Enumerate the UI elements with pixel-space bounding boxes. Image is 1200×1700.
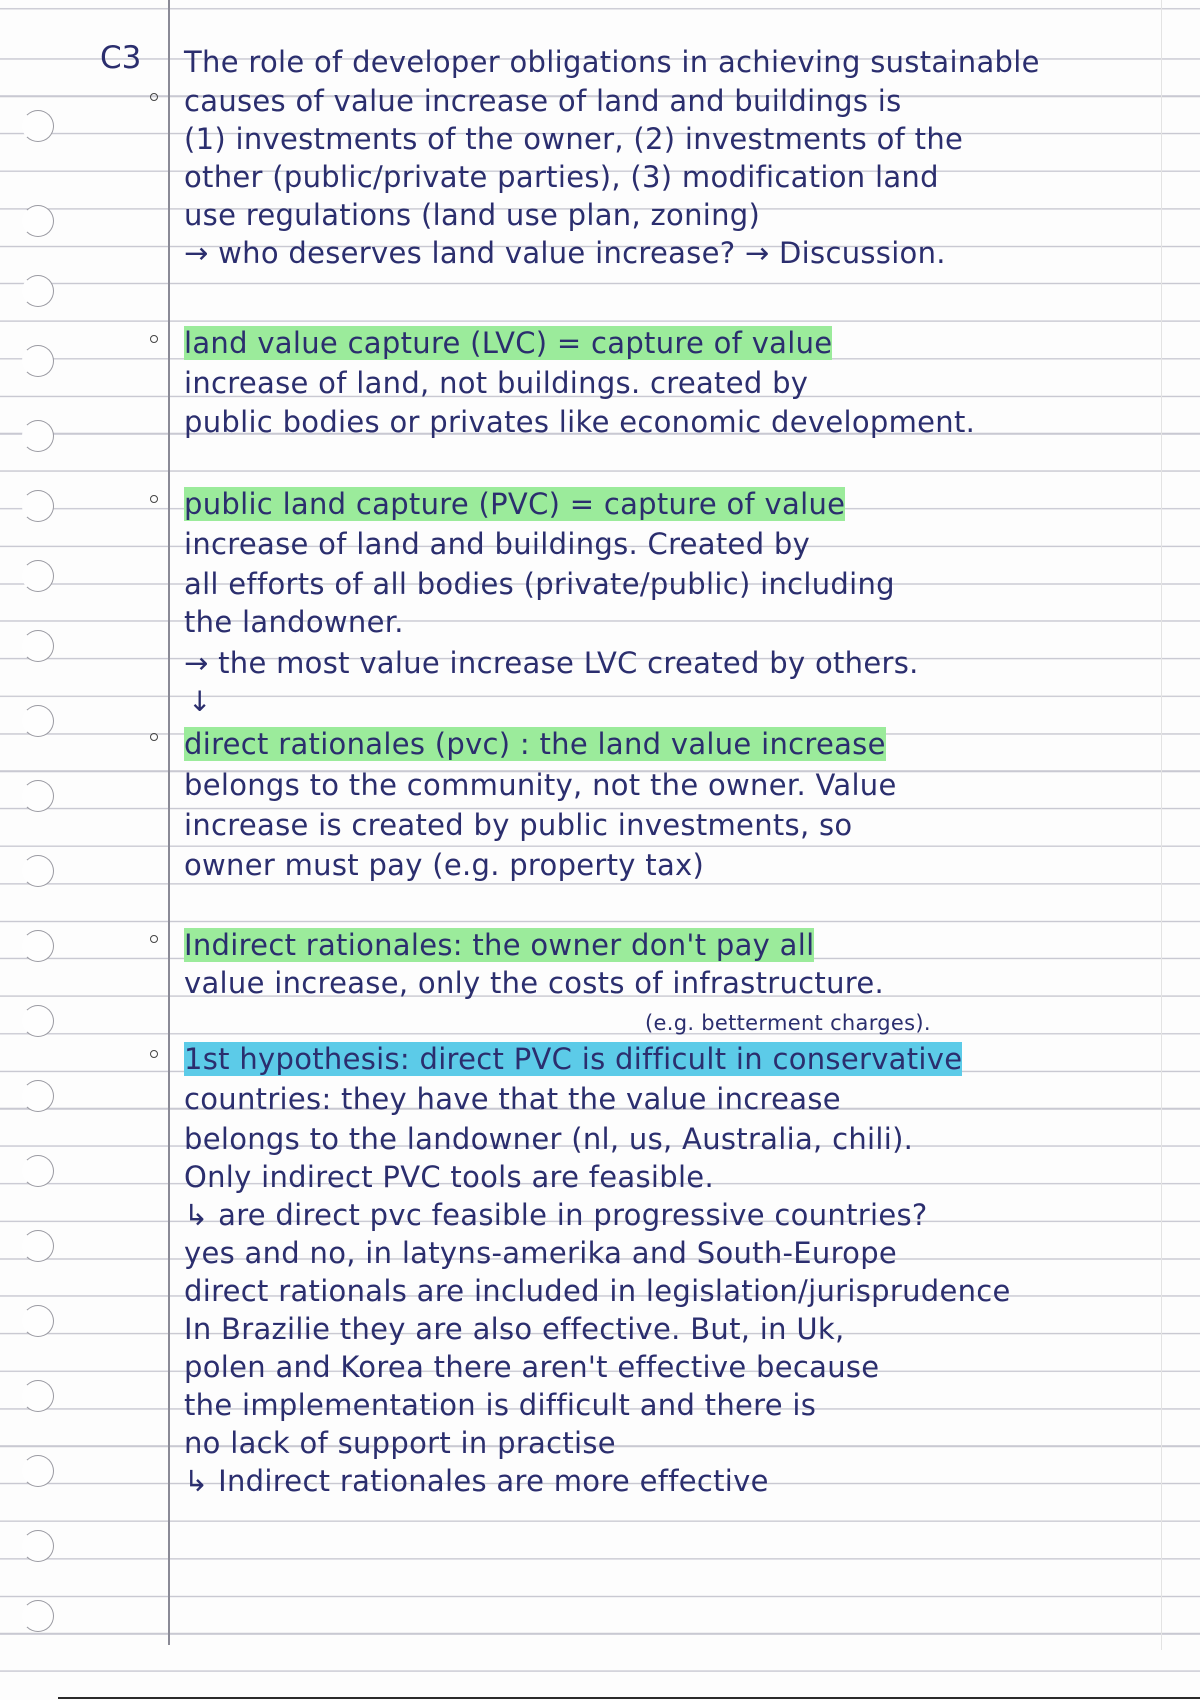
note-line: public bodies or privates like economic development. <box>184 405 976 439</box>
binder-hole <box>22 345 54 377</box>
binder-hole <box>22 1005 54 1037</box>
note-line: the implementation is difficult and there is <box>184 1388 817 1422</box>
binder-hole <box>22 1380 54 1412</box>
page-edge <box>1161 0 1162 1650</box>
bottom-rule <box>58 1697 1200 1699</box>
binder-hole <box>22 705 54 737</box>
binder-hole <box>22 855 54 887</box>
bullet-point <box>150 935 158 943</box>
note-line: In Brazilie they are also effective. But, in Uk, <box>184 1312 845 1346</box>
highlighted-hypothesis: 1st hypothesis: direct PVC is difficult in conservative <box>184 1042 963 1076</box>
note-line: countries: they have that the value increase <box>184 1082 841 1116</box>
highlighted-term-indirect: Indirect rationales: the owner don't pay all <box>184 928 815 962</box>
highlighted-term-lvc: land value capture (LVC) = capture of value <box>184 326 833 360</box>
note-line: Only indirect PVC tools are feasible. <box>184 1160 714 1194</box>
binder-hole <box>22 1155 54 1187</box>
arrow-down-icon: ↓ <box>188 685 212 718</box>
section-label: C3 <box>100 40 142 76</box>
binder-hole <box>22 780 54 812</box>
note-line: causes of value increase of land and buildings is <box>184 84 902 118</box>
binder-hole <box>22 930 54 962</box>
note-line: belongs to the landowner (nl, us, Australia, chili). <box>184 1122 914 1156</box>
note-line: → the most value increase LVC created by others. <box>184 646 919 680</box>
note-line: increase is created by public investments, so <box>184 808 853 842</box>
binder-hole <box>22 1080 54 1112</box>
bullet-point <box>150 1050 158 1058</box>
note-line-small: (e.g. betterment charges). <box>645 1011 931 1035</box>
bullet-point <box>150 733 158 741</box>
binder-holes <box>0 0 90 1700</box>
note-line: (1) investments of the owner, (2) investments of the <box>184 122 964 156</box>
note-line: use regulations (land use plan, zoning) <box>184 198 761 232</box>
binder-hole <box>22 1530 54 1562</box>
note-line: direct rationals are included in legislation/jurisprudence <box>184 1274 1011 1308</box>
bullet-point <box>150 495 158 503</box>
binder-hole <box>22 275 54 307</box>
binder-hole <box>22 1230 54 1262</box>
binder-hole <box>22 490 54 522</box>
binder-hole <box>22 1305 54 1337</box>
note-title: The role of developer obligations in achieving sustainable <box>184 45 1040 79</box>
note-line: no lack of support in practise <box>184 1426 616 1460</box>
note-line: the landowner. <box>184 605 404 639</box>
note-line: → who deserves land value increase? → Discussion. <box>184 236 946 270</box>
binder-hole <box>22 420 54 452</box>
binder-hole <box>22 110 54 142</box>
note-line: ↳ Indirect rationales are more effective <box>184 1464 769 1498</box>
note-line: belongs to the community, not the owner. Value <box>184 768 897 802</box>
note-line: other (public/private parties), (3) modification land <box>184 160 939 194</box>
bullet-point <box>150 93 158 101</box>
note-line: owner must pay (e.g. property tax) <box>184 848 705 882</box>
note-line: ↳ are direct pvc feasible in progressive countries? <box>184 1198 928 1232</box>
note-line: increase of land and buildings. Created by <box>184 527 811 561</box>
binder-hole <box>22 205 54 237</box>
binder-hole <box>22 630 54 662</box>
highlighted-term-pvc: public land capture (PVC) = capture of value <box>184 487 846 521</box>
binder-hole <box>22 1600 54 1632</box>
binder-hole <box>22 1455 54 1487</box>
binder-hole <box>22 560 54 592</box>
note-line: value increase, only the costs of infrastructure. <box>184 966 884 1000</box>
note-line: increase of land, not buildings. created by <box>184 366 809 400</box>
note-line: polen and Korea there aren't effective because <box>184 1350 880 1384</box>
margin-line <box>168 0 170 1645</box>
note-line: all efforts of all bodies (private/public) including <box>184 567 895 601</box>
highlighted-term-direct: direct rationales (pvc) : the land value increase <box>184 727 886 761</box>
note-line: yes and no, in latyns-amerika and South-Europe <box>184 1236 898 1270</box>
bullet-point <box>150 335 158 343</box>
